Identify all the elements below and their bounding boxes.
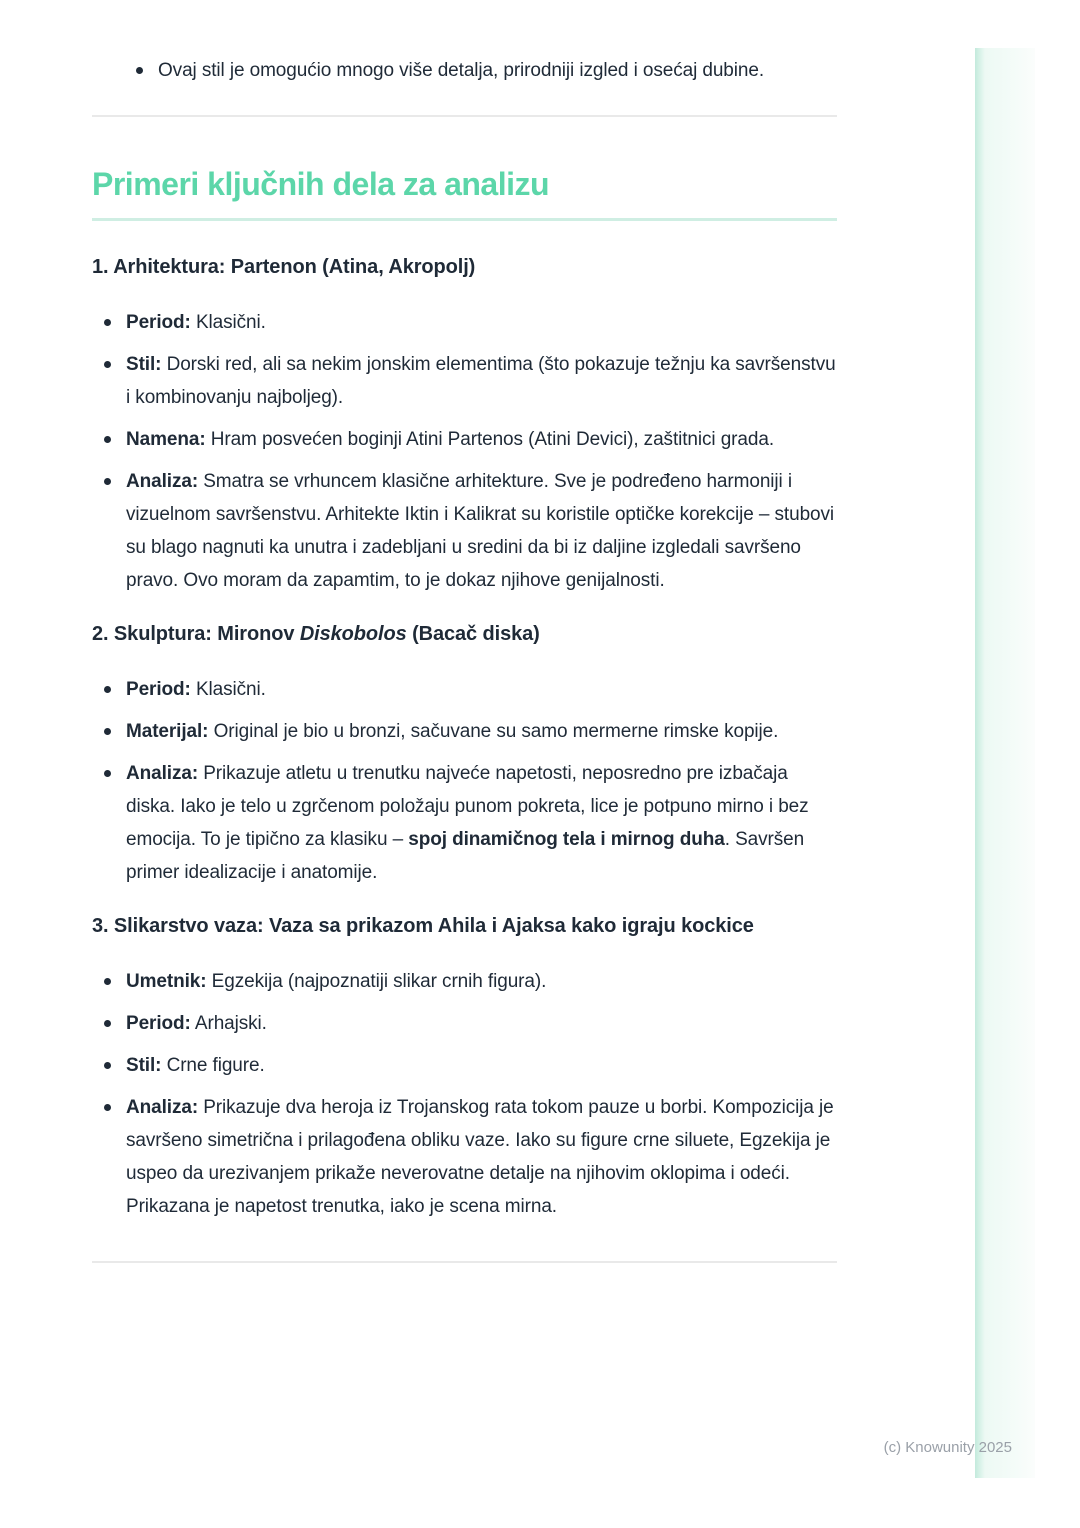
intro-bullet-text: Ovaj stil je omogućio mnogo više detalja, prirodniji izgled i osećaj dubine. xyxy=(158,60,765,81)
title-underline xyxy=(92,218,837,221)
heading-text: 3. Slikarstvo vaza: Vaza sa prikazom Ahila i Ajaksa kako igraju kockice xyxy=(92,915,754,937)
bullet-text: Dorski red, ali sa nekim jonskim elementima (što pokazuje težnju ka savršenstvu i kombinovanju najboljeg). xyxy=(126,354,836,408)
document-content xyxy=(92,0,837,1263)
bullet-text: Arhajski. xyxy=(190,1013,267,1034)
bullet-text: Smatra se vrhuncem klasične arhitekture. Sve je podređeno harmoniji i vizuelnom savršenstvu. Arhitekte Iktin i Kalikrat su koristile optičke korekcije – stubovi su blago nagnuti ka unutra i zadebljani u sredini da bi iz daljine izgledali savršeno pravo. Ovo moram da zapamtim, to je dokaz njihove genijalnosti. xyxy=(126,471,835,591)
bullet-label: Namena: xyxy=(126,429,206,450)
bullet-bold-text: spoj dinamičnog tela i mirnog duha xyxy=(408,829,725,850)
bullet-icon xyxy=(104,478,111,485)
heading-italic-text: Diskobolos xyxy=(299,623,407,645)
bullet-label: Period: xyxy=(126,1013,191,1034)
bullet-text: Klasični. xyxy=(190,312,266,333)
bullet-text: . Savršen primer idealizacije i anatomije. xyxy=(126,829,805,883)
list-item xyxy=(92,465,837,597)
list-item xyxy=(92,348,837,414)
bullet-label: Analiza: xyxy=(126,763,199,784)
divider xyxy=(92,115,837,117)
page-title: Primeri ključnih dela za analizu xyxy=(92,166,550,202)
list-item xyxy=(92,54,837,87)
bullet-label: Umetnik: xyxy=(126,971,207,992)
heading-text: 2. Skulptura: Mironov xyxy=(92,623,300,645)
list-item xyxy=(92,965,837,998)
copyright-notice: (c) Knowunity 2025 xyxy=(883,1439,1012,1456)
bullet-text: Hram posvećen boginji Atini Partenos (Atini Devici), zaštitnici grada. xyxy=(205,429,774,450)
section-heading-vase-painting xyxy=(92,913,837,939)
bullet-list xyxy=(92,673,837,889)
bullet-list xyxy=(92,965,837,1223)
list-item xyxy=(92,757,837,889)
list-item xyxy=(92,1049,837,1082)
heading-text: 1. Arhitektura: Partenon (Atina, Akropolj) xyxy=(92,256,476,278)
list-item xyxy=(92,306,837,339)
bullet-label: Materijal: xyxy=(126,721,209,742)
bullet-label: Period: xyxy=(126,679,191,700)
bullet-icon xyxy=(104,1062,111,1069)
bullet-icon xyxy=(104,770,111,777)
bullet-icon xyxy=(104,1104,111,1111)
bullet-label: Period: xyxy=(126,312,191,333)
bullet-text: Egzekija (najpoznatiji slikar crnih figura). xyxy=(206,971,547,992)
list-item xyxy=(92,1007,837,1040)
bullet-label: Analiza: xyxy=(126,1097,199,1118)
list-item xyxy=(92,673,837,706)
bullet-text: Klasični. xyxy=(190,679,266,700)
bullet-icon xyxy=(104,319,111,326)
list-item xyxy=(92,1091,837,1223)
list-item xyxy=(92,423,837,456)
bullet-list xyxy=(92,306,837,597)
list-item xyxy=(92,715,837,748)
bullet-icon xyxy=(104,1020,111,1027)
divider xyxy=(92,1261,837,1263)
bullet-icon xyxy=(104,728,111,735)
bullet-label: Analiza: xyxy=(126,471,199,492)
bullet-label: Stil: xyxy=(126,1055,162,1076)
bullet-text: Prikazuje atletu u trenutku najveće napetosti, neposredno pre izbačaja diska. Iako je telo u zgrčenom položaju punom pokreta, lice je potpuno mirno i bez emocija. To je tipično za klasiku – xyxy=(126,763,809,850)
section-heading-architecture xyxy=(92,254,837,280)
bullet-icon xyxy=(104,686,111,693)
page-edge-accent-bar xyxy=(975,48,1035,1478)
heading-text: (Bacač diska) xyxy=(406,623,540,645)
bullet-icon xyxy=(104,436,111,443)
bullet-label: Stil: xyxy=(126,354,162,375)
bullet-icon xyxy=(104,361,111,368)
bullet-icon xyxy=(104,978,111,985)
bullet-icon xyxy=(136,67,143,74)
intro-list xyxy=(92,54,837,87)
bullet-text: Prikazuje dva heroja iz Trojanskog rata tokom pauze u borbi. Kompozicija je savršeno simetrična i prilagođena obliku vaze. Iako su figure crne siluete, Egzekija je uspeo da urezivanjem prikaže neverovatne detalje na njihovim oklopima i odeći. Prikazana je napetost trenutka, iako je scena mirna. xyxy=(126,1097,834,1217)
bullet-text: Original je bio u bronzi, sačuvane su samo mermerne rimske kopije. xyxy=(208,721,779,742)
bullet-text: Crne figure. xyxy=(161,1055,265,1076)
section-heading-sculpture xyxy=(92,621,837,647)
